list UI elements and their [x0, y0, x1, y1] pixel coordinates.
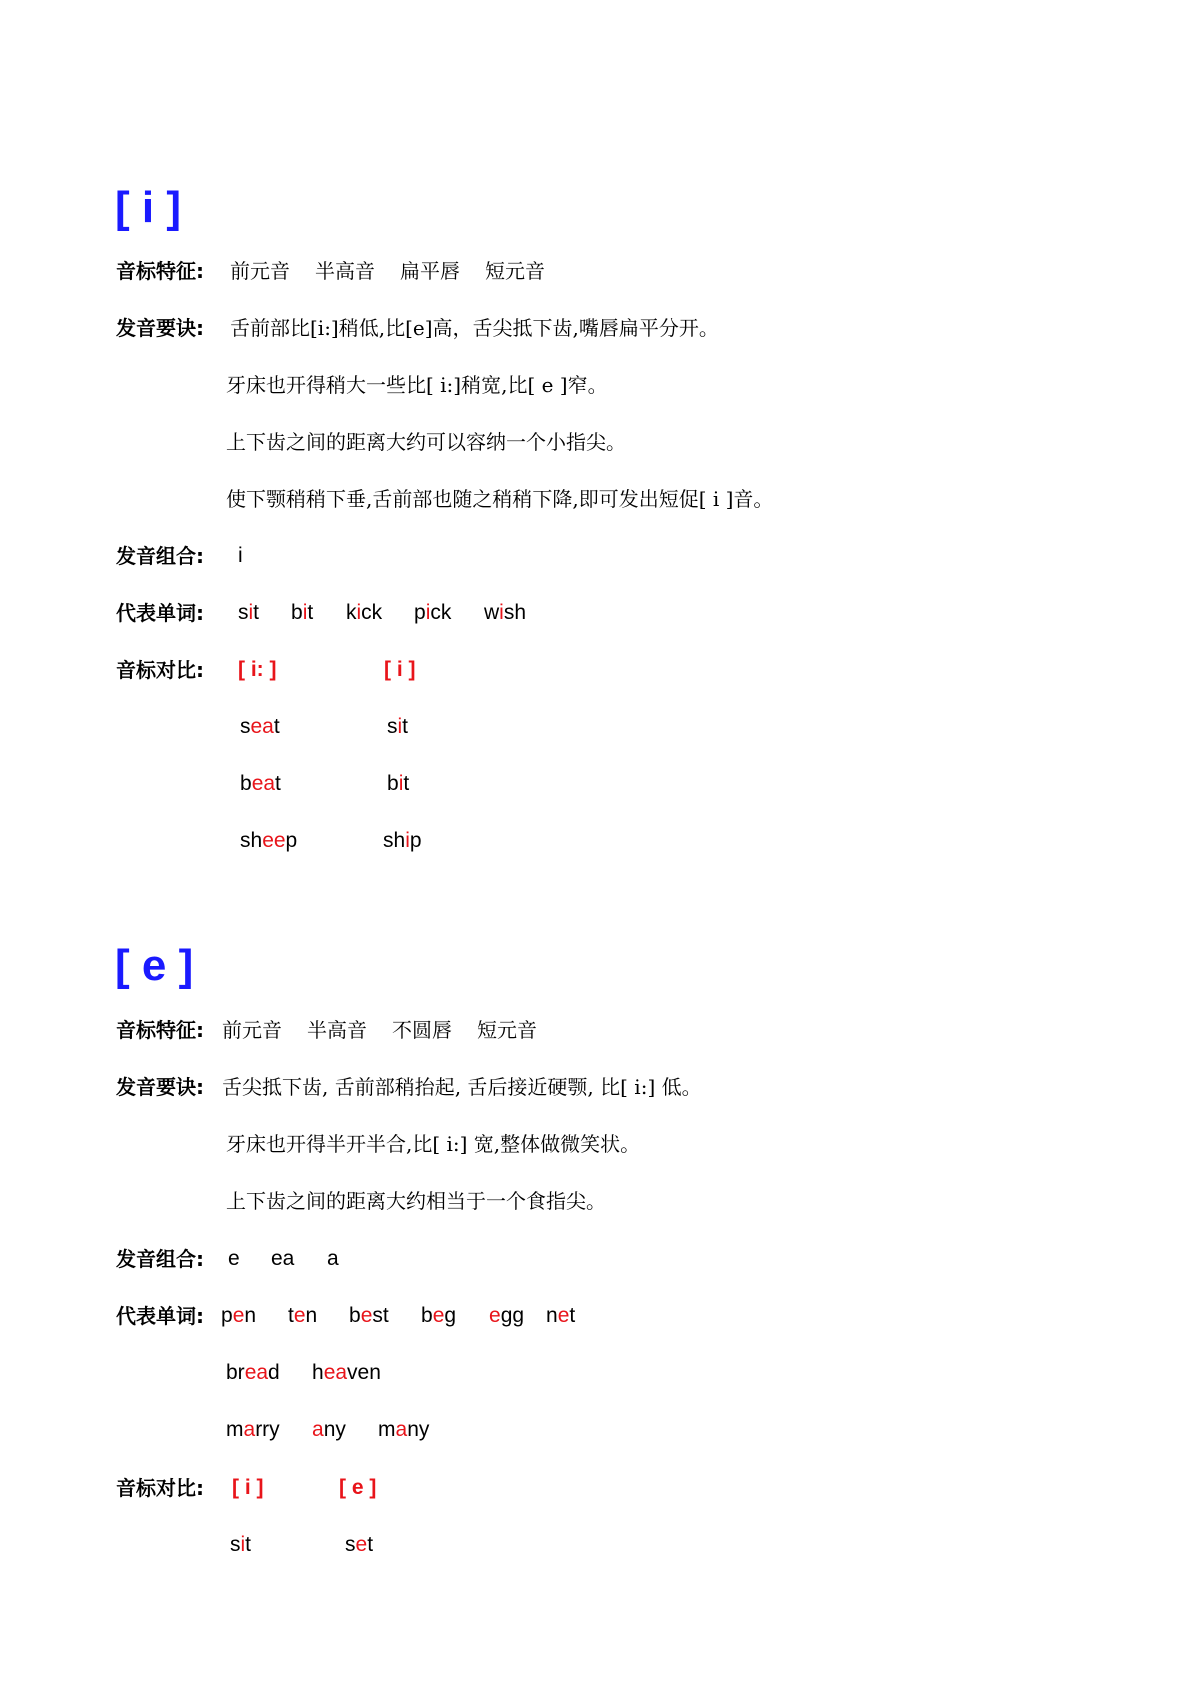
feature-item: 前元音	[230, 259, 290, 283]
compare-word	[240, 713, 280, 741]
highlighted-letters: a	[243, 1418, 256, 1441]
feature-item: 前元音	[222, 1018, 282, 1042]
word	[414, 599, 451, 627]
tips-label: 发音要诀:	[116, 1075, 204, 1099]
word-part: s	[240, 715, 251, 738]
word-part: p	[414, 601, 426, 624]
word-part: t	[402, 715, 409, 738]
combo-item: ea	[271, 1247, 295, 1270]
word-part: ck	[430, 601, 452, 624]
word	[349, 1302, 389, 1330]
highlighted-letters: e	[557, 1304, 570, 1327]
word	[291, 599, 313, 627]
word-part: s	[345, 1533, 356, 1556]
word	[346, 599, 382, 627]
word-part: p	[409, 829, 422, 852]
compare-word	[230, 1531, 251, 1559]
word-part: gg	[500, 1304, 525, 1327]
feature-item: 短元音	[485, 259, 545, 283]
word-part: w	[484, 601, 500, 624]
highlighted-letters: e	[432, 1304, 445, 1327]
word-part: b	[291, 601, 303, 624]
word-part: rry	[255, 1418, 280, 1441]
feature-item: 短元音	[477, 1018, 537, 1042]
compare-head: [ e ]	[339, 1476, 377, 1499]
word	[226, 1416, 280, 1444]
features-label: 音标特征:	[116, 259, 204, 283]
word-part: b	[240, 772, 252, 795]
word-part: ven	[347, 1361, 381, 1384]
word	[221, 1302, 256, 1330]
compare-word	[240, 827, 297, 855]
word	[378, 1416, 429, 1444]
compare-head: [ i ]	[232, 1476, 264, 1499]
highlighted-letters: ee	[262, 829, 286, 852]
words-label: 代表单词:	[116, 601, 204, 625]
highlighted-letters: i	[302, 601, 308, 624]
word	[421, 1302, 456, 1330]
highlighted-letters: i	[248, 601, 254, 624]
word-part: br	[226, 1361, 245, 1384]
highlighted-letters: e	[489, 1304, 501, 1327]
features-label: 音标特征:	[116, 1018, 204, 1042]
highlighted-letters: i	[405, 829, 410, 852]
compare-word	[240, 770, 281, 798]
word-part: n	[546, 1304, 558, 1327]
phonetic-symbol-heading: [ e ]	[115, 941, 194, 990]
word-part: g	[444, 1304, 457, 1327]
word	[489, 1302, 524, 1330]
highlighted-letters: i	[356, 601, 362, 624]
compare-label: 音标对比:	[116, 1476, 204, 1500]
highlighted-letters: a	[395, 1418, 408, 1441]
compare-word	[345, 1531, 373, 1559]
highlighted-letters: e	[360, 1304, 373, 1327]
word-part: sh	[503, 601, 527, 624]
word	[312, 1416, 346, 1444]
highlighted-letters: i	[240, 1533, 246, 1556]
word-part: t	[569, 1304, 576, 1327]
feature-item: 半高音	[315, 259, 375, 283]
phonetic-symbol-heading: [ i ]	[115, 183, 181, 232]
word-part: p	[285, 829, 298, 852]
tips-label: 发音要诀:	[116, 316, 204, 340]
highlighted-letters: a	[312, 1418, 324, 1441]
word-part: m	[226, 1418, 244, 1441]
tip-line: 牙床也开得稍大一些比[ i:]稍宽,比[ e ]窄。	[226, 373, 608, 397]
tip-line: 舌尖抵下齿, 舌前部稍抬起, 舌后接近硬颚, 比[ i:] 低。	[222, 1075, 702, 1099]
word-part: t	[275, 772, 281, 795]
tip-line: 使下颚稍稍下垂,舌前部也随之稍稍下降,即可发出短促[ i ]音。	[226, 487, 774, 511]
word-part: s	[387, 715, 398, 738]
word-part: m	[378, 1418, 396, 1441]
words-label: 代表单词:	[116, 1304, 204, 1328]
tip-line: 牙床也开得半开半合,比[ i:] 宽,整体做微笑状。	[226, 1132, 641, 1156]
word-part: t	[403, 772, 410, 795]
compare-label: 音标对比:	[116, 658, 204, 682]
word-part: t	[307, 601, 314, 624]
word-part: b	[349, 1304, 361, 1327]
tip-line: 上下齿之间的距离大约可以容纳一个小指尖。	[226, 430, 626, 454]
compare-head: [ i ]	[384, 658, 416, 681]
word-part: b	[421, 1304, 433, 1327]
combo-label: 发音组合:	[116, 1247, 204, 1271]
word-part: st	[372, 1304, 389, 1327]
word-part: b	[387, 772, 399, 795]
highlighted-letters: e	[293, 1304, 306, 1327]
word-part: p	[221, 1304, 233, 1327]
combo-item: a	[327, 1247, 339, 1270]
compare-head: [ i: ]	[238, 658, 277, 681]
highlighted-letters: i	[398, 772, 404, 795]
combo-item: e	[228, 1247, 240, 1270]
word-part: t	[253, 601, 260, 624]
feature-item: 扁平唇	[400, 259, 460, 283]
word-part: ny	[407, 1418, 430, 1441]
compare-word	[387, 713, 408, 741]
word-part: t	[245, 1533, 252, 1556]
tip-line: 舌前部比[i:]稍低,比[e]高，舌尖抵下齿,嘴唇扁平分开。	[230, 316, 719, 340]
highlighted-letters: i	[425, 601, 431, 624]
word-part: s	[238, 601, 249, 624]
word-part: ny	[323, 1418, 346, 1441]
feature-item: 不圆唇	[392, 1018, 452, 1042]
word-part: s	[230, 1533, 241, 1556]
highlighted-letters: i	[397, 715, 403, 738]
word-part: d	[268, 1361, 280, 1384]
combo-item: i	[238, 544, 243, 567]
word	[226, 1359, 280, 1387]
word	[238, 599, 259, 627]
compare-word	[387, 770, 409, 798]
word-part: sh	[240, 829, 263, 852]
word	[288, 1302, 317, 1330]
word-part: h	[312, 1361, 324, 1384]
word	[484, 599, 526, 627]
word-part: t	[273, 715, 280, 738]
word-part: sh	[383, 829, 406, 852]
highlighted-letters: e	[232, 1304, 245, 1327]
word	[312, 1359, 381, 1387]
word-part: t	[288, 1304, 294, 1327]
word-part: n	[244, 1304, 257, 1327]
word-part: k	[346, 601, 357, 624]
feature-item: 半高音	[307, 1018, 367, 1042]
tip-line: 上下齿之间的距离大约相当于一个食指尖。	[226, 1189, 606, 1213]
word-part: t	[367, 1533, 374, 1556]
word	[546, 1302, 575, 1330]
highlighted-letters: ea	[251, 772, 276, 795]
highlighted-letters: ea	[323, 1361, 348, 1384]
highlighted-letters: e	[355, 1533, 368, 1556]
word-part: ck	[361, 601, 383, 624]
highlighted-letters: ea	[244, 1361, 269, 1384]
highlighted-letters: i	[499, 601, 504, 624]
combo-label: 发音组合:	[116, 544, 204, 568]
highlighted-letters: ea	[250, 715, 274, 738]
word-part: n	[305, 1304, 318, 1327]
compare-word	[383, 827, 422, 855]
